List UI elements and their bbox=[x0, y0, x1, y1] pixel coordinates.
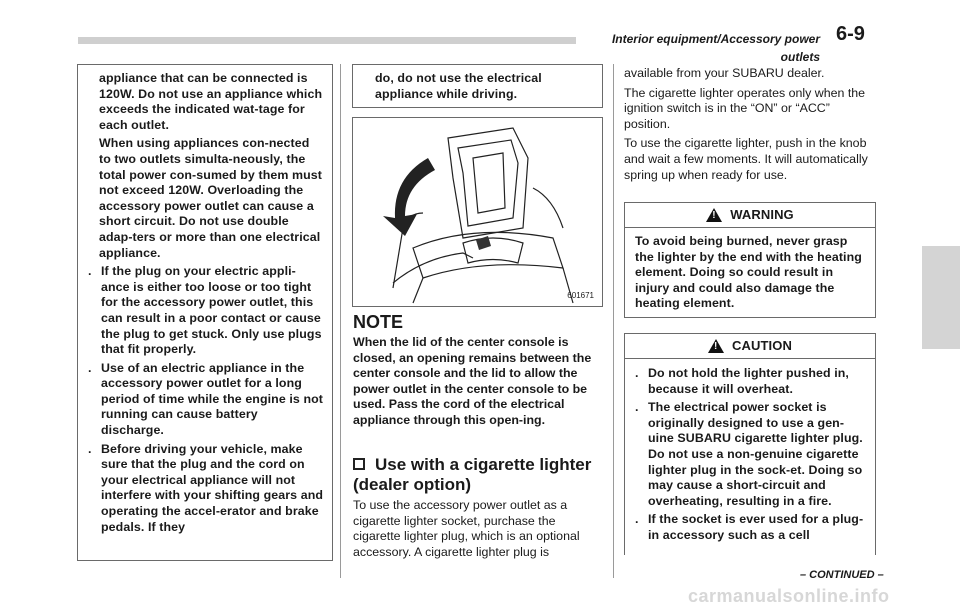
warning-title: WARNING bbox=[730, 207, 794, 223]
page-number: 6-9 bbox=[836, 23, 865, 45]
list-item-text: Before driving your vehicle, make sure that the plug and the cord on your electrical appliance will not interfere with your shifting gears and operating the accel-erator and brake pedals. If they bbox=[101, 441, 324, 534]
caution-triangle-icon bbox=[708, 339, 724, 353]
bullet: . bbox=[635, 366, 639, 380]
note-title: NOTE bbox=[353, 312, 404, 332]
caution-box bbox=[624, 333, 876, 555]
column-divider-left bbox=[340, 64, 341, 578]
warning-triangle-icon bbox=[706, 208, 722, 222]
box-paragraph-2: When using appliances con-nected to two outlets simulta-neously, the total power con-sumed by them must not exceed 120W. Overloading the accessory power outlet can cause a short circuit. Do not use double adap-ters or more than one electrical appliance. bbox=[99, 136, 323, 260]
list-item bbox=[633, 366, 867, 397]
console-drawing bbox=[353, 118, 602, 306]
list-item bbox=[633, 400, 867, 509]
box-paragraph-1: appliance that can be connected is 120W. Do not use an appliance which exceeds the indicated wat-tage for each outlet. bbox=[99, 71, 323, 132]
list-item-text: The electrical power socket is originally designed to use a gen-uine SUBARU cigarette lighter plug. Do not use a non-genuine cigarette lighter plug in the sock-et. Doing so may cause a short-circuit and overheating, resulting in a fire. bbox=[648, 400, 863, 508]
list-item bbox=[86, 442, 324, 536]
caution-header bbox=[625, 334, 875, 359]
column-divider-right bbox=[613, 64, 614, 578]
right-paragraphs bbox=[624, 66, 876, 187]
list-item bbox=[86, 361, 324, 439]
warning-box bbox=[624, 202, 876, 318]
warning-header bbox=[625, 203, 875, 228]
note-text: When the lid of the center console is closed, an opening remains between the center console and the lid to allow the power outlet in the center console to be used. Pass the cord of the electrical appliance through this open-ing. bbox=[353, 335, 592, 427]
bullet: . bbox=[635, 512, 639, 527]
chapter-tab bbox=[922, 246, 960, 349]
list-item bbox=[86, 264, 324, 358]
section-paragraph: To use the accessory power outlet as a cigarette lighter socket, purchase the cigarette lighter plug, which is an optional accessory. A cigarette lighter plug is bbox=[353, 498, 580, 559]
caution-continued-box bbox=[77, 64, 333, 561]
section-heading bbox=[353, 455, 613, 495]
bullet: . bbox=[88, 264, 92, 279]
header-title: Interior equipment/Accessory power outlets bbox=[576, 30, 826, 48]
bullet: . bbox=[88, 360, 92, 375]
section-title-text: Use with a cigarette lighter (dealer option) bbox=[353, 455, 592, 494]
list-item-text: Do not hold the lighter pushed in, because it will overheat. bbox=[648, 366, 849, 396]
warning-text: To avoid being burned, never grasp the lighter by the end with the heating element. Doing so could result in injury and could also damage the heating element. bbox=[635, 234, 862, 311]
list-item-text: Use of an electric appliance in the accessory power outlet for a long period of time while the engine is not running can cause battery discharge. bbox=[101, 360, 324, 438]
paragraph: available from your SUBARU dealer. bbox=[624, 66, 825, 80]
section-marker-icon bbox=[353, 458, 365, 470]
list-item bbox=[633, 512, 867, 543]
bullet: . bbox=[88, 441, 92, 456]
list-item-text: If the plug on your electric appli-ance is either too loose or too tight for the accessory power outlet, this can result in a poor contact or cause the plug to get stuck. Only use plugs that fit properly. bbox=[101, 264, 322, 357]
caution-list bbox=[625, 359, 875, 544]
caution-title: CAUTION bbox=[732, 338, 792, 354]
bullet: . bbox=[635, 400, 639, 415]
caution-end-box bbox=[352, 64, 603, 108]
figure-code: 601671 bbox=[567, 291, 594, 300]
paragraph: The cigarette lighter operates only when the ignition switch is in the “ON” or “ACC” position. bbox=[624, 85, 866, 131]
section-body bbox=[353, 498, 605, 564]
continued-label: – CONTINUED – bbox=[800, 569, 884, 581]
watermark: carmanualsonline.info bbox=[688, 586, 890, 606]
list-item-text: If the socket is ever used for a plug-in accessory such as a cell bbox=[648, 512, 864, 542]
paragraph: To use the cigarette lighter, push in the knob and wait a few moments. It will automatically spring up when ready for use. bbox=[624, 136, 868, 182]
center-console-illustration bbox=[352, 117, 603, 307]
caution-end-text: do, do not use the electrical appliance while driving. bbox=[375, 71, 542, 101]
